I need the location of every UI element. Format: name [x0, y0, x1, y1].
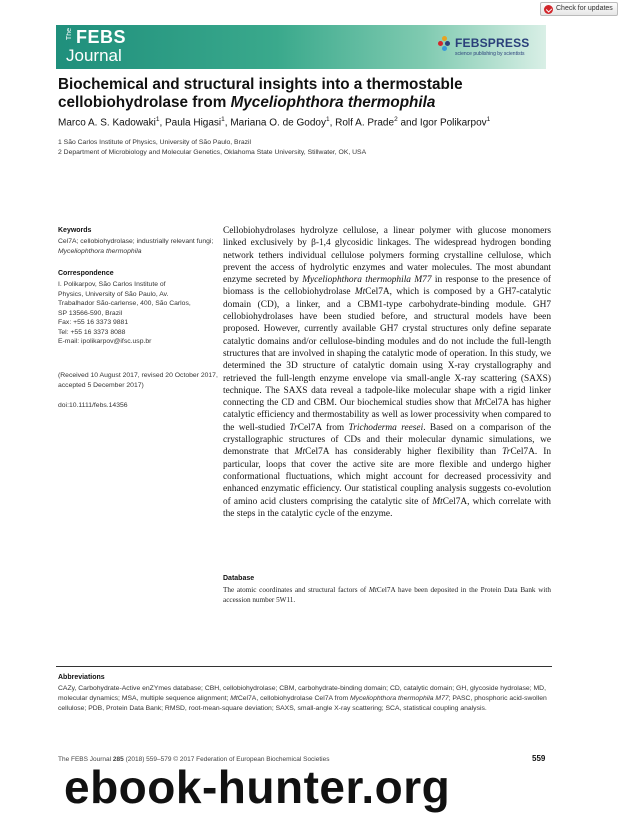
database-text: The atomic coordinates and structural factors of MtCel7A have been deposited in the Protein Data Bank with accession number 5W11.	[223, 586, 551, 604]
check-badge-icon	[544, 5, 553, 14]
abbreviations-text: CAZy, Carbohydrate-Active enZYmes database; CBH, cellobiohydrolase; CBM, carbohydrate-binding domain; CD, catalytic domain; GH, glycoside hydrolase; MD, molecular dynamics; MSA, multiple sequence alignment; MtCel7A, cellobiohydrolase Cel7A from Myceliophthora thermophila M77; PASC, phosphoric acid-swollen cellulose; PDB, Protein Data Bank; RMSD, root-mean-square deviation; SAXS, small-angle X-ray scattering; SCA, statistical coupling analysis.	[58, 685, 547, 713]
correspondence-line: Fax: +55 16 3373 9881	[58, 319, 129, 326]
press-tagline: science publishing by scientists	[455, 51, 525, 57]
keywords-heading: Keywords	[58, 227, 92, 234]
abbreviations-divider	[56, 666, 552, 667]
correspondence-line: SP 13566-590, Brazil	[58, 309, 123, 317]
logo-journal: Journal	[66, 46, 122, 65]
abbreviations-heading: Abbreviations	[58, 674, 105, 681]
database-heading: Database	[223, 575, 255, 582]
page-number: 559	[532, 754, 546, 763]
check-for-updates-label: Check for updates	[556, 5, 613, 12]
correspondence-line: I. Polikarpov, São Carlos Institute of	[58, 281, 166, 288]
affiliation-2: 2 Department of Microbiology and Molecular Genetics, Oklahoma State University, Stillwater, OK, USA	[58, 149, 367, 156]
received-dates: (Received 10 August 2017, revised 20 October 2017, accepted 5 December 2017)	[58, 372, 218, 389]
correspondence-heading: Correspondence	[58, 270, 114, 277]
author-list: Marco A. S. Kadowaki$^1$, Paula Higasi$^1$, Mariana O. de Godoy$^1$, Rolf A. Prade$^2$ and Igor Polikarpov$^1$	[58, 116, 491, 129]
logo-febs: FEBS	[76, 27, 127, 47]
article-title: Biochemical and structural insights into a thermostable cellobiohydrolase from Myceliophthora thermophila	[58, 76, 463, 111]
logo-the: The	[66, 28, 73, 41]
correspondence-email: E-mail: ipolikarpov@ifsc.usp.br	[58, 338, 152, 345]
correspondence-line: Trabalhador São-carlense, 400, São Carlos,	[58, 300, 191, 307]
correspondence-line: Physics, University of São Paulo, Av.	[58, 290, 169, 298]
febs-press-dots-icon	[438, 36, 452, 52]
watermark: ebook-hunter.org	[64, 761, 451, 813]
correspondence-block	[58, 280, 218, 347]
doi-link[interactable]: doi:10.1111/febs.14356	[58, 402, 128, 409]
affiliation-1: 1 São Carlos Institute of Physics, University of São Paulo, Brazil	[58, 139, 252, 146]
febs-press-logo	[438, 34, 544, 62]
check-for-updates-button[interactable]	[540, 2, 618, 16]
page-footer: The FEBS Journal 285 (2018) 559–579 © 2017 Federation of European Biochemical Societies	[58, 756, 330, 763]
press-name: FEBSPRESS	[455, 36, 530, 50]
keywords-text: Cel7A; cellobiohydrolase; industrially relevant fungi; Myceliophthora thermophila	[58, 238, 214, 255]
correspondence-line: Tel: +55 16 3373 8088	[58, 328, 126, 336]
abstract-text: Cellobiohydrolases hydrolyze cellulose, a linear polymer with glucose monomers linked exclusively by β-1,4 glycosidic linkages. The widespread hydrogen bonding network tethers individual cellulose polymers forming crystalline cellulose, which prevent the access of hydrolytic enzymes and water molecules. The most abundant enzyme secreted by Myceliophthora thermophila M77 in response to the presence of biomass is the cellobiohydrolase MtCel7A, which is composed by a GH7-catalytic domain (CD), a linker, and a CBM1-type carbohydrate-binding module. GH7 cellobiohydrolases have been studied before, and structural models have been proposed. However, currently available GH7 crystal structures only define separate catalytic domains and/or cellulose-binding modules and do not include the full-length structures that are involved in shaping the catalytic mode of operation. In this study, we determined the 3D structure of catalytic domain using X-ray crystallography and retrieved the full-length enzyme envelope via small-angle X-ray scattering (SAXS) technique. The SAXS data reveal a tadpole-like molecular shape with a rigid linker connecting the CD and CBM. Our biochemical studies show that MtCel7A has higher catalytic efficiency and thermostability as well as lower processivity when compared to the well-studied TrCel7A from Trichoderma reesei. Based on a comparison of the crystallographic structures of CDs and their molecular dynamic simulations, we demonstrate that MtCel7A has considerably higher flexibility than TrCel7A. In particular, loops that cover the active site are more flexible and undergo higher conformational fluctuations, which might account for decreased processivity and enhanced enzymatic efficiency. Our statistical coupling analysis suggests co-evolution of amino acid clusters comprising the catalytic site of MtCel7A, which correlate with the steps in the catalytic cycle of the enzyme.	[223, 226, 551, 519]
